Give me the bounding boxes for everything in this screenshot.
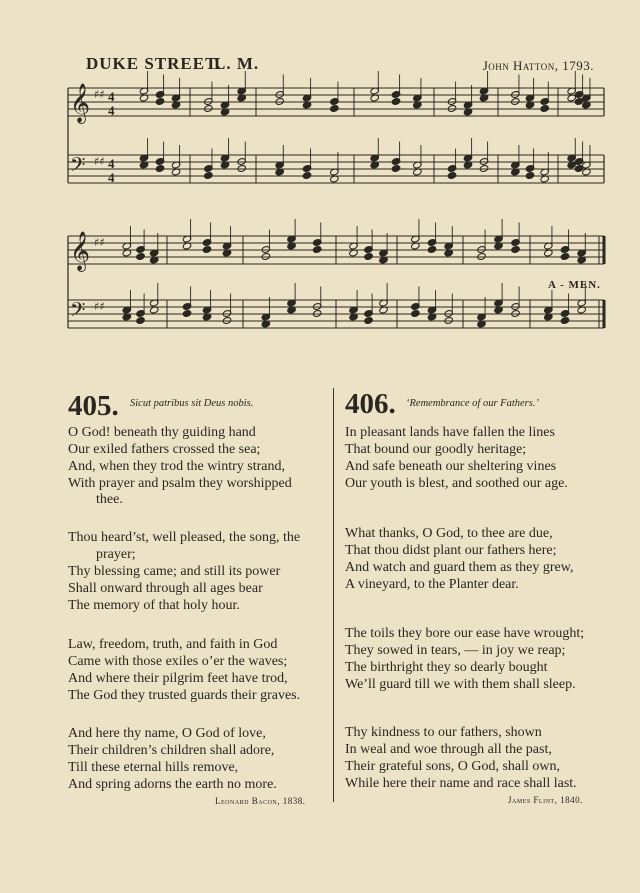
note-head (136, 253, 145, 261)
verse-line: A vineyard, to the Planter dear. (345, 577, 519, 592)
note-head (525, 172, 534, 180)
verse-line: That bound our goodly heritage; (345, 442, 527, 457)
verse-line: What thanks, O God, to thee are due, (345, 526, 553, 541)
time-signature: 4 (108, 89, 115, 104)
verse-line: In weal and woe through all the past, (345, 742, 552, 757)
verse-line: We’ll guard till we with them shall sleep. (345, 677, 576, 692)
note-head (136, 317, 145, 325)
note-head (330, 105, 339, 113)
verse-line: Thou heard’st, well pleased, the song, the (68, 530, 301, 545)
note-head (155, 98, 164, 106)
verse-line: Shall onward through all ages bear (68, 581, 263, 596)
note-head (261, 253, 270, 261)
hymn-subtitle-406: ‘Remembrance of our Fathers.’ (406, 398, 539, 409)
verse-line: While here their name and race shall last. (345, 776, 577, 791)
note-head (391, 98, 400, 106)
note-head (275, 98, 284, 106)
treble-clef: 𝄞 (70, 83, 91, 123)
verse-line: O God! beneath thy guiding hand (68, 425, 256, 440)
note-head (560, 253, 569, 261)
note-head (312, 310, 321, 318)
verse-line: And where their pilgrim feet have trod, (68, 671, 288, 686)
verse-line: thee. (96, 492, 123, 507)
key-signature: ♯♯ (94, 300, 105, 313)
time-signature: 4 (108, 156, 115, 171)
verse-line: Thy blessing came; and still its power (68, 564, 281, 579)
verse-line: And, when they trod the wintry strand, (68, 459, 285, 474)
verse-line: Their grateful sons, O God, shall own, (345, 759, 561, 774)
key-signature: ♯♯ (94, 236, 105, 249)
bass-clef: 𝄢 (70, 153, 86, 181)
note-head (511, 98, 520, 106)
verse-line: Till these eternal hills remove, (68, 760, 239, 775)
verse-line: And safe beneath our sheltering vines (345, 459, 557, 474)
hymn-number-406: 406. (345, 388, 396, 420)
note-head (477, 253, 486, 261)
note-head (447, 105, 456, 113)
bass-clef: 𝄢 (70, 298, 86, 326)
note-head (411, 310, 420, 318)
verse-line: Our youth is blest, and soothed our age. (345, 476, 568, 491)
verse-line: Their children’s children shall adore, (68, 743, 275, 758)
verse-line: And spring adorns the earth no more. (68, 777, 277, 792)
note-head (222, 317, 231, 325)
note-head (155, 165, 164, 173)
verse-line: Thy kindness to our fathers, shown (345, 725, 542, 740)
note-head (182, 310, 191, 318)
note-head (511, 246, 520, 254)
verse-line: Our exiled fathers crossed the sea; (68, 442, 261, 457)
verse-line: The memory of that holy hour. (68, 598, 240, 613)
verse-line: And here thy name, O God of love, (68, 726, 266, 741)
note-head (237, 165, 246, 173)
treble-clef: 𝄞 (70, 231, 91, 271)
verse-line: With prayer and psalm they worshipped (68, 476, 292, 491)
note-head (312, 246, 321, 254)
note-head (560, 317, 569, 325)
verse-line: prayer; (96, 547, 136, 562)
note-head (540, 105, 549, 113)
verse-line: They sowed in tears, — in joy we reap; (345, 643, 566, 658)
hymn-number-405: 405. (68, 390, 119, 422)
note-head (364, 317, 373, 325)
verse-line: That thou didst plant our fathers here; (345, 543, 557, 558)
note-head (202, 246, 211, 254)
amen-label: A - MEN. (548, 279, 601, 291)
tune-name: DUKE STREET. (86, 54, 222, 73)
verse-line: Came with those exiles o’er the waves; (68, 654, 288, 669)
note-head (391, 165, 400, 173)
verse-line: The toils they bore our ease have wrought; (345, 626, 585, 641)
note-head (302, 172, 311, 180)
column-divider (333, 388, 334, 802)
verse-line: In pleasant lands have fallen the lines (345, 425, 555, 440)
note-head (204, 105, 213, 113)
author-405: Leonard Bacon, 1838. (215, 796, 306, 806)
time-signature: 4 (108, 170, 115, 185)
time-signature: 4 (108, 103, 115, 118)
note-head (511, 310, 520, 318)
note-head (444, 317, 453, 325)
note-head (479, 165, 488, 173)
key-signature: ♯♯ (94, 88, 105, 101)
tune-meter: L. M. (214, 54, 260, 73)
hymn-subtitle-405: Sicut patribus sit Deus nobis. (130, 398, 254, 409)
note-head (204, 172, 213, 180)
verse-line: And watch and guard them as they grew, (345, 560, 574, 575)
note-head (427, 246, 436, 254)
verse-line: Law, freedom, truth, and faith in God (68, 637, 278, 652)
tune-composer: John Hatton, 1793. (482, 58, 594, 73)
verse-line: The God they trusted guards their graves. (68, 688, 301, 703)
music-score (0, 0, 640, 360)
key-signature: ♯♯ (94, 155, 105, 168)
note-head (447, 172, 456, 180)
verse-line: The birthright they so dearly bought (345, 660, 548, 675)
author-406: James Flint, 1840. (508, 795, 583, 805)
note-head (364, 253, 373, 261)
